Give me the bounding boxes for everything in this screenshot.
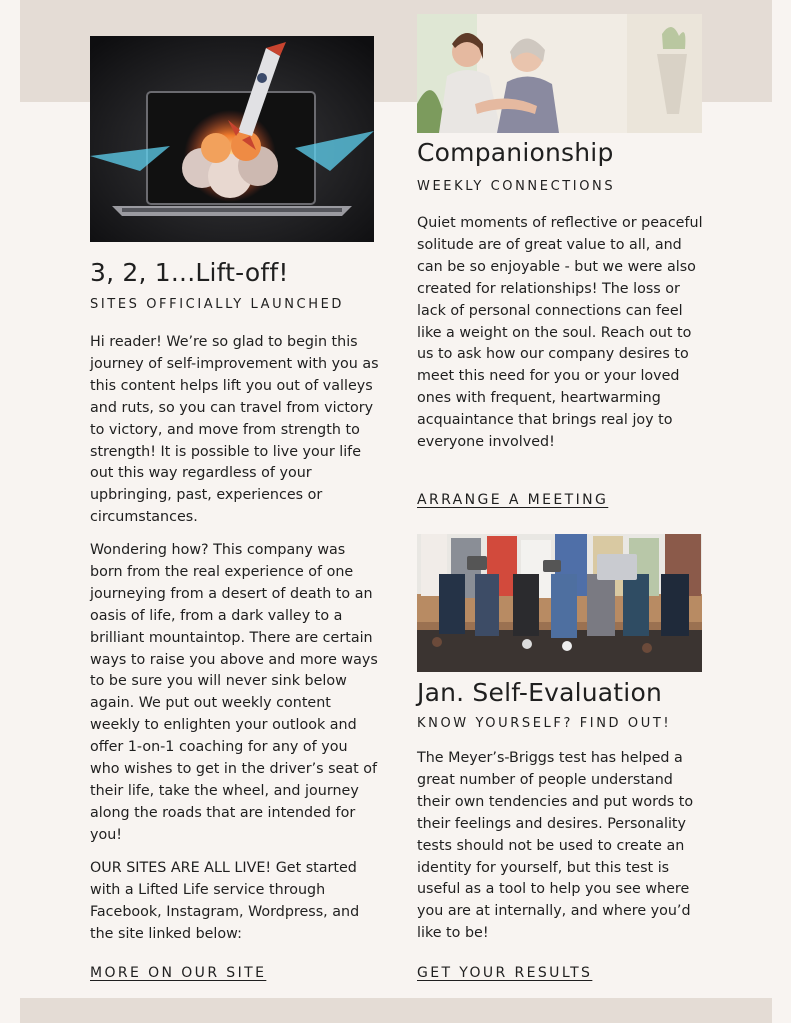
lift-off-subtitle: SITES OFFICIALLY LAUNCHED: [90, 297, 345, 312]
companionship-photo: [417, 14, 702, 133]
companionship-title: Companionship: [417, 138, 614, 167]
more-on-our-site-link[interactable]: MORE ON OUR SITE: [90, 965, 267, 981]
self-evaluation-paragraph: The Meyer’s-Briggs test has helped a great number of people understand their own tendencies and put words to their feelings and desires. Personality tests should not be used to create an identity for yourself, but this test is useful as a tool to help you see where you are at internally, and where you’d like to be!: [417, 750, 694, 942]
companionship-subtitle: WEEKLY CONNECTIONS: [417, 179, 616, 194]
self-evaluation-subtitle: KNOW YOURSELF? FIND OUT!: [417, 716, 672, 731]
lift-off-paragraph-3: OUR SITES ARE ALL LIVE! Get started with a Lifted Life service through Facebook, Instagram, Wordpress, and the site linked below:: [90, 860, 360, 942]
lift-off-paragraph-2: Wondering how? This company was born from the real experience of one journeying from a desert of death to an oasis of life, from a dark valley to a brilliant mountaintop. There are certain ways to raise you above and more ways to be sure you will never sink below again. We put out weekly content weekly to enlighten your outlook and offer 1-on-1 coaching for any of you who wishes to get in the driver’s seat of their life, take the wheel, and journey along the roads that are intended for you!: [90, 542, 378, 843]
companionship-paragraph: Quiet moments of reflective or peaceful solitude are of great value to all, and can be so enjoyable - but we were also created for relationships! The loss or lack of personal connections can feel like a weight on the soul. Reach out to us to ask how our company desires to meet this need for you or your loved ones with frequent, heartwarming acquaintance that brings real joy to everyone involved!: [417, 215, 703, 451]
lift-off-paragraph-1: Hi reader! We’re so glad to begin this journey of self-improvement with you as this content helps lift you out of valleys and ruts, so you can travel from victory to victory, and move from strength to strength! It is possible to live your life out this way regardless of your upbringing, past, experiences or circumstances.: [90, 334, 379, 526]
self-evaluation-title: Jan. Self-Evaluation: [417, 678, 662, 707]
arrange-meeting-link[interactable]: ARRANGE A MEETING: [417, 492, 609, 508]
get-your-results-link[interactable]: GET YOUR RESULTS: [417, 965, 593, 981]
lift-off-title: 3, 2, 1...Lift-off!: [90, 258, 289, 287]
bottom-color-band: [20, 998, 772, 1023]
laptop-rocket-launch-image: [90, 36, 374, 242]
group-with-devices-photo: [417, 534, 702, 672]
